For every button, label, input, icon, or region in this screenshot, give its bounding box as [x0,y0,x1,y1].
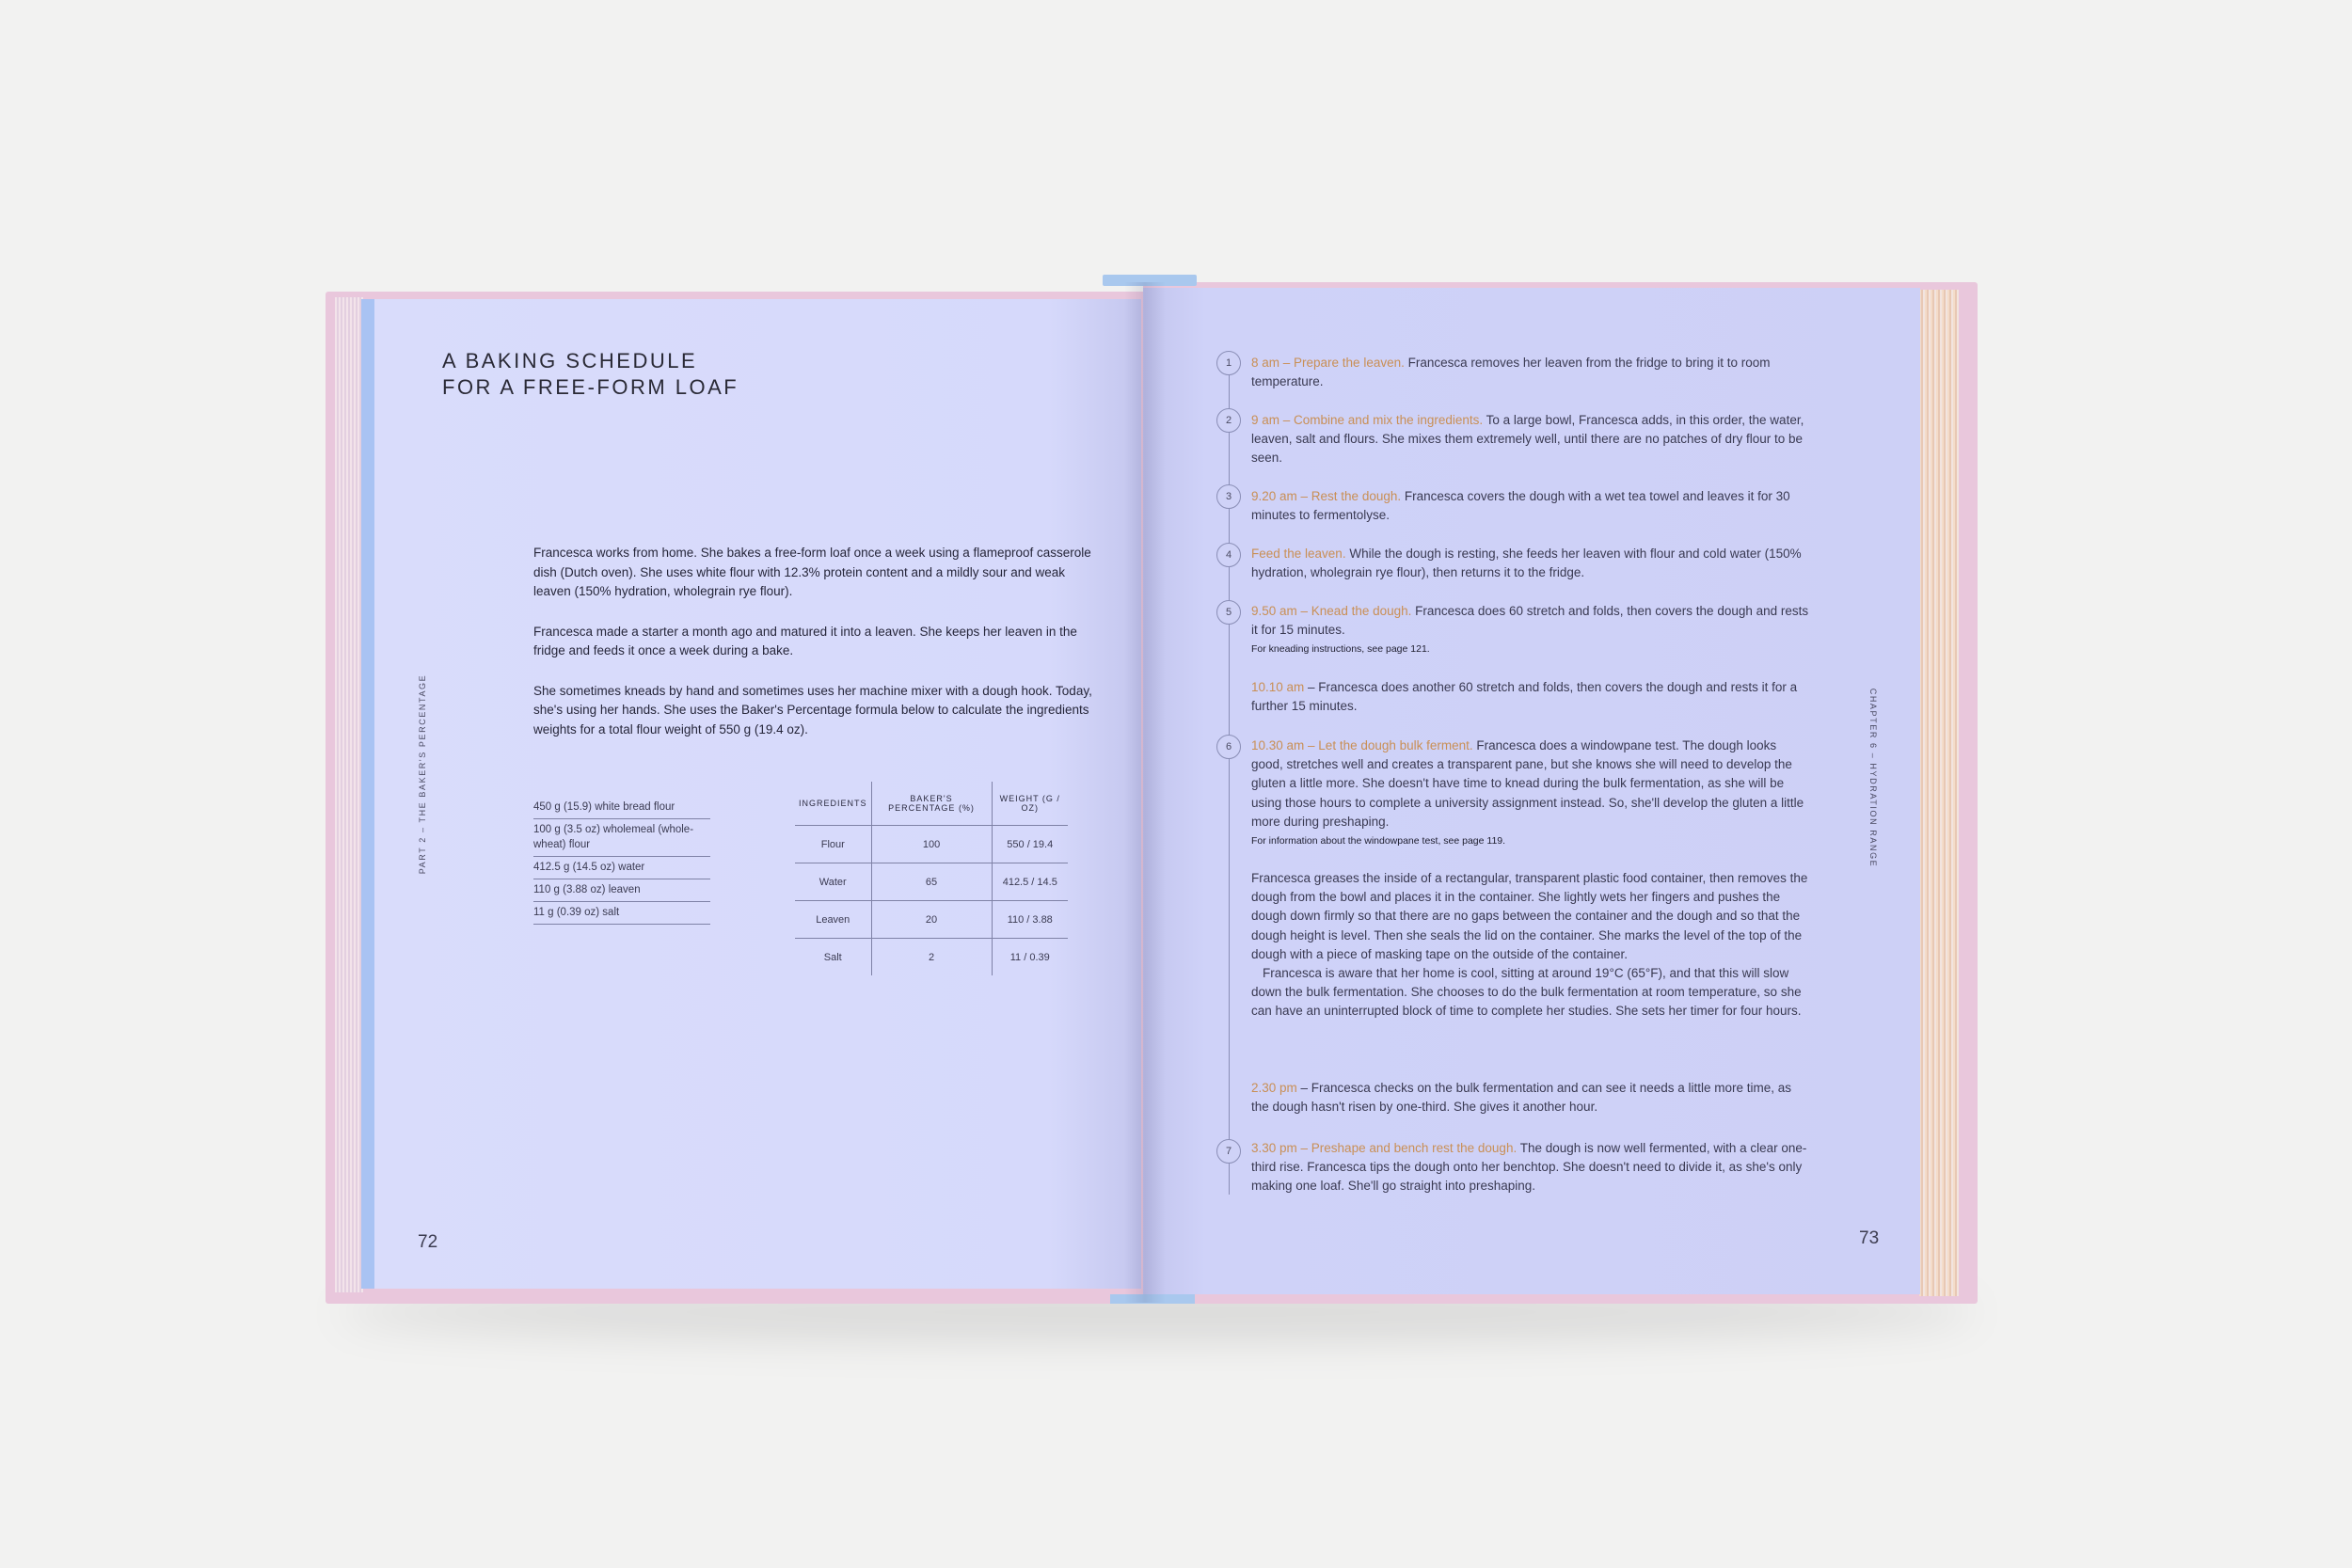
ingredient-item: 11 g (0.39 oz) salt [533,902,710,925]
table-cell: Flour [795,826,871,863]
schedule-step [1251,1139,1811,1196]
step-time-highlight: 9.20 am – Rest the dough. [1251,489,1402,503]
table-cell: 412.5 / 14.5 [992,863,1068,901]
page-number-left: 72 [418,1232,438,1252]
running-head-left: PART 2 – THE BAKER'S PERCENTAGE [418,673,427,875]
schedule-step [1251,602,1811,657]
ingredient-item: 450 g (15.9) white bread flour [533,797,710,819]
schedule-step [1251,1079,1811,1117]
schedule-step [1251,736,1811,848]
step-text: Francesca removes her leaven from the fridge to bring it to room temperature. [1251,356,1771,389]
ingredients-list [533,797,710,925]
step-number-2: 2 [1216,408,1241,433]
paragraph-text: Francesca greases the inside of a rectangular, transparent plastic food container, then removes the dough from the bowl and places it in the container. She lightly wets her fingers and pushes the dough down firmly so that there are no gaps between the container and the dough and so that the dough height is level. Then she seals the lid on the container. She marks the level of the top of the dough with a piece of masking tape on the outside of the container. [1251,871,1808,961]
step-time-highlight: Feed the leaven. [1251,546,1346,561]
table-cell: Water [795,863,871,901]
page-heading [442,348,875,401]
table-cell: 20 [871,901,992,939]
schedule-step [1251,411,1811,468]
page-number-right: 73 [1859,1228,1880,1248]
heading-line-1: A BAKING SCHEDULE [442,349,698,372]
paragraph-text: Francesca is aware that her home is cool, sitting at around 19°C (65°F), and that this will slow down the bulk fermentation. She chooses to do the bulk fermentation at room temperature, so she can have an uninterrupted block of time to complete her studies. She sets her timer for four hours. [1251,966,1802,1019]
step-text: Francesca does 60 stretch and folds, then covers the dough and rests it for 15 minutes. [1251,604,1809,638]
step-text: Francesca does a windowpane test. The dough looks good, stretches well and creates a transparent pane, but she knows she will need to develop the gluten a little more. She doesn't have time to knead during the bulk fermentation, as she will be using those hours to complete a university assignment instead. So, she'll develop the gluten a little more during preshaping. [1251,738,1804,829]
step-text: To a large bowl, Francesca adds, in this order, the water, leaven, salt and flours. She mixes them extremely well, until there are no patches of dry flour to be seen. [1251,413,1804,466]
left-page-edge-strip [361,299,374,1289]
table-row [795,826,1068,863]
step-number-1: 1 [1216,351,1241,375]
step-number-4: 4 [1216,543,1241,567]
intro-paragraph: Francesca made a starter a month ago and matured it into a leaven. She keeps her leaven in the fridge and feeds it once a week during a bake. [533,624,1077,657]
step-text: – Francesca does another 60 stretch and folds, then covers the dough and rests it for a further 15 minutes. [1251,680,1798,714]
heading-line-2: FOR A FREE-FORM LOAF [442,375,739,399]
cross-reference-note: For information about the windowpane test, see page 119. [1251,835,1506,847]
step-time-highlight: 9.50 am – Knead the dough. [1251,604,1412,618]
step-time-highlight: 10.30 am – Let the dough bulk ferment. [1251,738,1473,752]
running-head-right: CHAPTER 6 – HYDRATION RANGE [1868,688,1878,868]
step-number-5: 5 [1216,600,1241,625]
table-cell: 2 [871,939,992,976]
schedule-step [1251,545,1811,582]
schedule-step [1251,487,1811,525]
body-paragraph [1251,869,1811,1022]
table-cell: Salt [823,951,842,963]
step-text: – Francesca checks on the bulk fermentation and can see it needs a little more time, as the dough hasn't risen by one-third. She gives it another hour. [1251,1081,1792,1115]
table-row [795,901,1068,939]
step-text: While the dough is resting, she feeds her leaven with flour and cold water (150% hydration, wholegrain rye flour), then returns it to the fridge. [1251,546,1802,580]
step-text: Francesca covers the dough with a wet tea towel and leaves it for 30 minutes to fermentolyse. [1251,489,1790,523]
table-cell: 11 / 0.39 [992,939,1068,976]
ingredient-item: 412.5 g (14.5 oz) water [533,857,710,879]
step-time-highlight: 9 am – Combine and mix the ingredients. [1251,413,1484,427]
step-time-highlight: 10.10 am [1251,680,1305,694]
table-cell: 100 [871,826,992,863]
page-edges-right [1919,290,1959,1296]
table-cell: Leaven [795,901,871,939]
ingredient-text: 100 g (3.5 oz) wholemeal (whole-wheat) flour [533,824,694,850]
intro-paragraph: She sometimes kneads by hand and sometimes uses her machine mixer with a dough hook. Today, she's using her hands. She uses the Baker's Percentage formula below to calculate the ingredients weights for a total flour weight of 550 g (19.4 oz). [533,683,1092,736]
step-number-7: 7 [1216,1139,1241,1164]
step-number-3: 3 [1216,484,1241,509]
table-cell: 550 / 19.4 [992,826,1068,863]
step-time-highlight: 8 am – Prepare the leaven. [1251,356,1405,370]
bakers-percentage-table [795,782,1068,975]
ingredient-item [533,819,710,857]
step-number-6: 6 [1216,735,1241,759]
table-header-row [795,782,1068,826]
schedule-step [1251,678,1811,716]
column-header: BAKER'S PERCENTAGE (%) [871,782,992,826]
table-cell: 110 / 3.88 [992,901,1068,939]
column-header: WEIGHT (G / OZ) [992,782,1068,826]
ingredient-item: 110 g (3.88 oz) leaven [533,879,710,902]
step-time-highlight: 3.30 pm – Preshape and bench rest the dough. [1251,1141,1518,1155]
intro-paragraph: Francesca works from home. She bakes a free-form loaf once a week using a flameproof casserole dish (Dutch oven). She uses white flour with 12.3% protein content and a mildly sour and weak leaven (150% hydration, wholegrain rye flour). [533,546,1091,598]
page-edges-left [335,297,363,1292]
step-text: The dough is now well fermented, with a clear one-third rise. Francesca tips the dough onto her benchtop. She doesn't need to divide it, as she's only making one loaf. She'll go straight into preshaping. [1251,1141,1807,1194]
table-row [795,863,1068,901]
table-row [795,939,1068,976]
intro-text [533,544,1098,760]
step-time-highlight: 2.30 pm [1251,1081,1297,1095]
cross-reference-note: For kneading instructions, see page 121. [1251,643,1430,656]
column-header: INGREDIENTS [795,782,871,826]
spine-gutter [1124,282,1166,1303]
schedule-step [1251,354,1811,391]
table-cell: 65 [871,863,992,901]
